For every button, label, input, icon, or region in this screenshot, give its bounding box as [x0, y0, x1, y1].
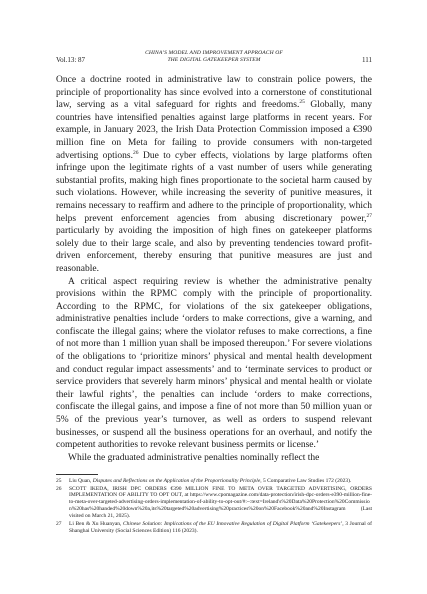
footnote-text: , 5 Comparative Law Studies 172 (2023).: [260, 478, 352, 484]
paragraph-3: While the graduated administrative penalties nominally reflect the: [68, 452, 320, 463]
footnote-text: Li Ben & Xu Huanyan,: [69, 520, 123, 527]
footnote-25: [56, 478, 372, 485]
page-number: 111: [362, 56, 372, 64]
footnote-ref-27[interactable]: 27: [366, 212, 372, 219]
footnote-number: 25: [56, 478, 62, 484]
paragraph-1: [56, 74, 372, 276]
running-title-line-1: CHINA’S MODEL AND IMPROVEMENT APPROACH OF: [145, 50, 283, 56]
footnote-ref-25[interactable]: 25: [299, 99, 305, 106]
paragraph-1-text-b: Globally, many countries have intensified penalties against large platforms in recent years. For example, in January 2023, the Irish Data Protection Commission imposed a €390 million fine on Meta for failing to provide consumers with non-targeted advertising options.: [56, 100, 372, 161]
paragraph-1-text-d: particularly by avoiding the imposition of high fines on gatekeeper platforms solely due to their large scale, and also by preventing tendencies toward profit-driven enforcement, thereby ensuring that punitive measures are just and reasonable.: [56, 226, 372, 274]
paragraph-1-text-a: Once a doctrine rooted in administrative law to constrain police powers, the principle of proportionality has since evolved into a cornerstone of constitutional law, serving as a vital safeguard for rights and freedoms.: [56, 75, 372, 111]
footnote-text: , 3 Journal of Shanghai University (Social Sciences Edition) 116 (2023).: [69, 520, 372, 534]
footnotes: [56, 478, 372, 535]
running-title: [116, 50, 312, 64]
paragraph-1-text-c: Due to cyber effects, violations by large platforms often infringe upon the legitimate rights of a vast number of users while generating substantial profits, making high fines proportionate to the societal harm caused by such violations. However, while increasing the severity of punitive measures, it remains necessary to reaffirm and adhere to the principle of proportionality, which helps prevent enforcement agencies from abusing discretionary power,: [56, 150, 372, 224]
volume-label: Vol.13: 87: [56, 56, 86, 64]
footnote-citation-title: Chinese Solution: Implications of the EU Innovative Regulation of Digital Platform ‘Gatekeepers’: [123, 520, 343, 527]
footnote-text: SCOTT IKEDA, IRISH DPC ORDERS €390 MILLION FINE TO META OVER TARGETED ADVERTISING, ORDERS IMPLEMENTATION OF ABILITY TO OPT OUT, at: [69, 485, 372, 499]
footnote-text: (Last visited on March 21, 2025).: [69, 506, 372, 520]
footnote-number: 26: [56, 485, 62, 492]
body-text: [56, 74, 372, 464]
paragraph-2: A critical aspect requiring review is whether the administrative penalty provisions within the RPMC comply with the principle of proportionality. According to the RPMC, for violations of the six gatekeeper obligations, administrative penalties include ‘orders to make corrections, give a warning, and confiscate the illegal gains; where the violator refuses to make corrections, a fine of not more than 1 million yuan shall be imposed thereupon.’ For severe violations of the obligations to ‘prioritize minors’ physical and mental health development and conduct regular impact assessments’ and to ‘terminate services to product or service providers that severely harm minors’ physical and mental health or violate their lawful rights’, the penalties can include ‘orders to make corrections, confiscate the illegal gains, and impose a fine of not more than 50 million yuan or 5% of the previous year’s turnover, as well as orders to suspend relevant businesses, or suspend all the business operations for an overhaul, and notify the competent authorities to revoke relevant business permits or license.’: [56, 276, 372, 451]
footnote-ref-26[interactable]: 26: [133, 149, 139, 156]
footnote-27: [56, 521, 372, 535]
running-header: [56, 50, 372, 70]
footnote-26: [56, 486, 372, 521]
running-title-line-2: THE DIGITAL GATEKEEPER SYSTEM: [167, 57, 261, 63]
footnote-link[interactable]: https://www.cpomagazine.com/data-protection/irish-dpc-orders-e390-million-fine-to-meta-over-targeted-advertising-orders-implementation-of-ability-to-opt-out/#:~:text=Ireland's%20Data%20Protection%20Commission%20has%20handed%20down%20a,its%20targeted%20advertising%20practices%20on%20Facebook%20and%20Instagram: [69, 492, 372, 513]
footnote-divider: [56, 474, 98, 475]
footnote-text: Liu Quan,: [69, 478, 93, 484]
footnote-citation-title: Disputes and Reflections on the Application of the Proportionality Principle: [92, 478, 261, 484]
footnote-number: 27: [56, 520, 62, 527]
